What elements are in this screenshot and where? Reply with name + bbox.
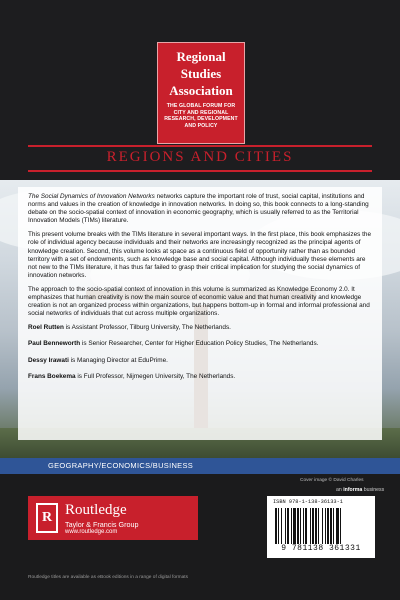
editor-bio [28, 357, 372, 365]
barcode [267, 496, 375, 558]
routledge-logo [28, 496, 198, 540]
editor-desc: is Managing Director at EduPrime. [68, 356, 168, 364]
back-cover-text [18, 187, 382, 440]
editor-name: Dessy Irawati [28, 356, 69, 364]
book-title: The Social Dynamics of Innovation Networks [28, 193, 155, 200]
editor-name: Frans Boekema [28, 372, 76, 380]
publisher-name: Routledge [65, 502, 127, 518]
isbn-label: ISBN 978-1-138-36133-1 [273, 499, 343, 505]
ebook-note: Routledge titles are available as eBook editions in a range of digital formats [28, 575, 188, 580]
logo-line-3: Association [169, 83, 233, 98]
paragraph-1 [28, 193, 372, 225]
rsa-logo [157, 42, 245, 144]
cover-credit: Cover image © David Charles [300, 478, 364, 483]
logo-line-1: Regional [176, 49, 226, 64]
series-title: REGIONS AND CITIES [106, 149, 294, 165]
subject-bar [0, 458, 400, 474]
informa-note: an informa business [336, 487, 385, 493]
subject-label: GEOGRAPHY/ECONOMICS/BUSINESS [48, 461, 194, 470]
editor-name: Paul Benneworth [28, 340, 81, 348]
paragraph-2: This present volume breaks with the TIMs literature in several important ways. In the first place, this book emphasizes the role of individual agency because individuals and their networks are increasingly recognized as the principal agents of knowledge creation. Second, this volume looks at space as a continuous field of opportunity rather than as bounded territory with a set of endowments, such as knowledge base and social capital. Although individually these elements are not new to the TIMs literature, it has thus far failed to grasp their critical implication for studying the social dynamics of innovation networks. [28, 231, 371, 279]
editor-bio [28, 324, 372, 332]
editor-name: Roel Rutten [28, 324, 64, 332]
logo-tagline: THE GLOBAL FORUM FOR CITY AND REGIONAL RESEARCH, DEVELOPMENT AND POLICY [164, 103, 238, 129]
publisher-url: www.routledge.com [65, 529, 118, 535]
paragraph-1-text: networks capture the important role of trust, social capital, institutions and norms and values in the creation of knowledge in innovation networks. In doing so, this book connects to a long-standing debate on the socio-spatial context of innovation in economic geography, which is usually referred to as the Territorial Innovation Models (TIMs) literature. [28, 193, 369, 225]
routledge-icon: R [36, 503, 58, 533]
logo-line-2: Studies [180, 66, 222, 81]
isbn-digits: 9 781138 361331 [281, 544, 361, 553]
editor-bio [28, 340, 372, 348]
barcode-bars [275, 508, 367, 544]
top-rule [28, 145, 372, 147]
editor-desc: is Assistant Professor, Tilburg University, The Netherlands. [63, 324, 231, 332]
paragraph-3: The approach to the socio-spatial context of innovation in this volume is summarized as Knowledge Economy 2.0. It emphasizes that human creativity is now the main source of economic value and that human creativity and knowledge creation is not an organized process within organizations, but happens bottom-up in formal and informal professional and social networks of individuals that cut across multiple organizations. [28, 285, 370, 318]
editor-desc: is Senior Researcher, Center for Higher Education Policy Studies, The Netherlands. [80, 340, 319, 348]
editor-bio [28, 373, 372, 381]
bottom-rule [28, 170, 372, 172]
publisher-group: Taylor & Francis Group [65, 520, 139, 529]
editor-desc: is Full Professor, Nijmegen University, The Netherlands. [75, 372, 236, 380]
